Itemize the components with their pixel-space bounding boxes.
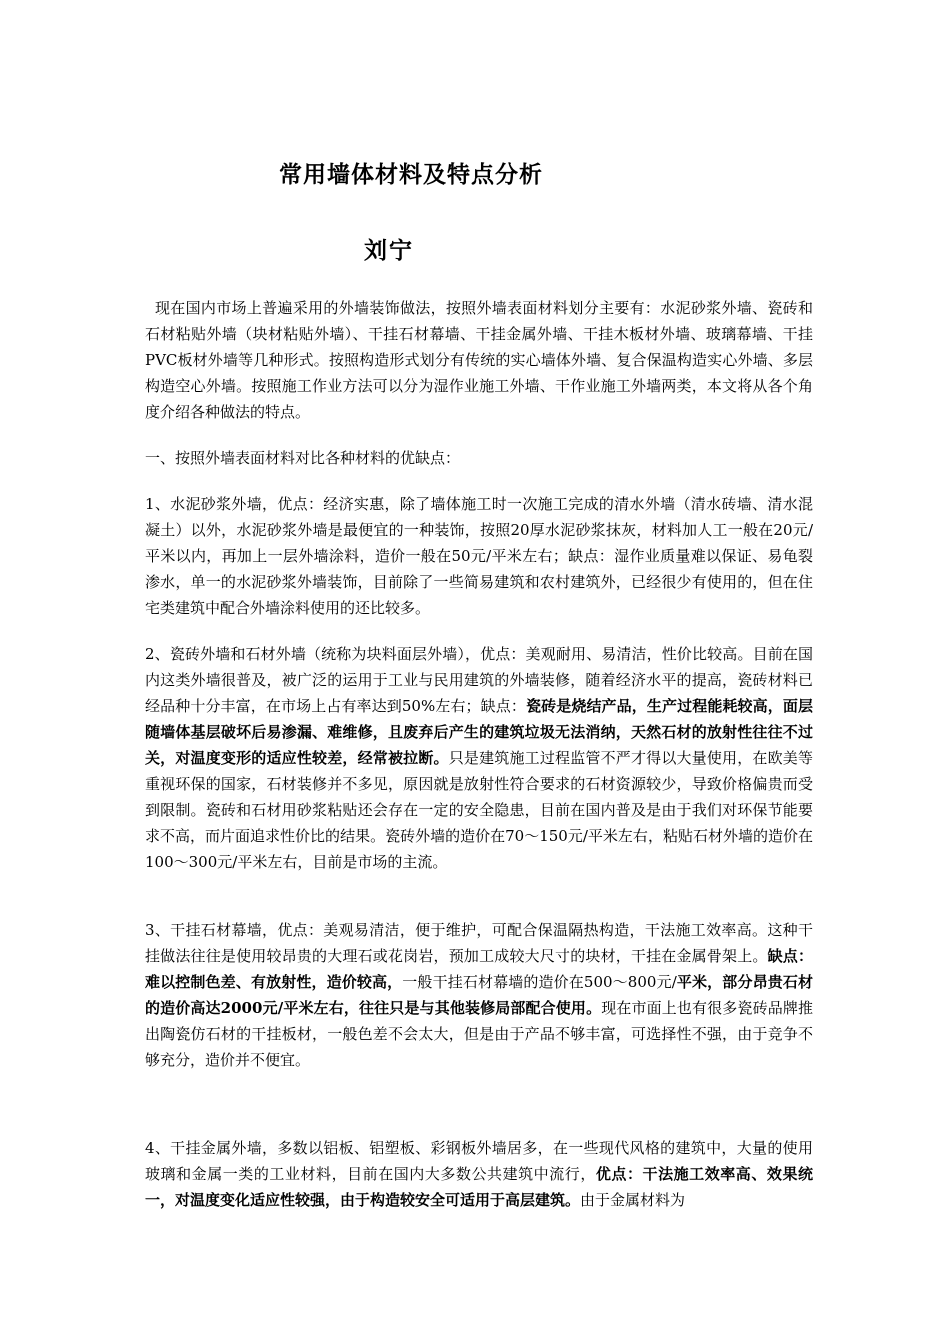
- paragraph-text: 一般干挂石材幕墙的造价在500～800元/: [402, 973, 677, 991]
- paragraph-text: 只是建筑施工过程监管不严才得以大量使用，在欧美等重视环保的国家，石材装修并不多见，原因就是放射性符合要求的石材资源较少，导致价格偏贵而受到限制。瓷砖和石材用砂浆粘贴还会存在一定的安全隐患，目前在国内普及是由于我们对环保节能要求不高，而片面追求性价比的结果。瓷砖外墙的造价在70～150元/平米左右，粘贴石材外墙的造价在100～300元/平米左右，目前是市场的主流。: [145, 749, 813, 871]
- author-name: 刘宁: [364, 238, 414, 264]
- document-title: 常用墙体材料及特点分析: [279, 162, 543, 188]
- paragraph-tile-stone: [145, 641, 813, 875]
- paragraph-text: 现在市面上也有很多瓷砖品牌推出陶瓷仿石材的干挂板材，一般色差不会太大，但是由于产品不够丰富，可选择性不强，由于竞争不够充分，造价并不便宜。: [145, 999, 813, 1069]
- paragraph-text: 由于金属材料为: [580, 1191, 686, 1209]
- paragraph-cement-mortar: 1、水泥砂浆外墙，优点：经济实惠，除了墙体施工时一次施工完成的清水外墙（清水砖墙、清水混凝土）以外，水泥砂浆外墙是最便宜的一种装饰，按照20厚水泥砂浆抹灰，材料加人工一般在20元/平米以内，再加上一层外墙涂料，造价一般在50元/平米左右；缺点：湿作业质量难以保证、易龟裂渗水，单一的水泥砂浆外墙装饰，目前除了一些简易建筑和农村建筑外，已经很少有使用的，但在住宅类建筑中配合外墙涂料使用的还比较多。: [145, 495, 813, 617]
- paragraph-text: 4、干挂金属外墙，多数以铝板、铝塑板、彩钢板外墙居多，在一些现代风格的建筑中，大量的使用玻璃和金属一类的工业材料，目前在国内大多数公共建筑中流行，: [145, 1139, 813, 1183]
- bold-text: 优点：干法施工效率高、效果统一，对温度变化适应性较强，由于构造较安全可适用于高层建筑。: [145, 1165, 813, 1209]
- paragraph-text: 2、瓷砖外墙和石材外墙（统称为块料面层外墙），优点：美观耐用、易清洁，性价比较高。目前在国内这类外墙很普及，被广泛的运用于工业与民用建筑的外墙装修，随着经济水平的提高，瓷砖材料已经品种十分丰富，在市场上占有率达到50%左右；缺点：: [145, 645, 813, 715]
- bold-text: 平米，部分昂贵石材的造价高达2000元/平米左右，往往只是与其他装修局部配合使用。: [145, 973, 813, 1017]
- intro-paragraph: 现在国内市场上普遍采用的外墙装饰做法，按照外墙表面材料划分主要有：水泥砂浆外墙、瓷砖和石材粘贴外墙（块材粘贴外墙）、干挂石材幕墙、干挂金属外墙、干挂木板材外墙、玻璃幕墙、干挂PVC板材外墙等几种形式。按照构造形式划分有传统的实心墙体外墙、复合保温构造实心外墙、多层构造空心外墙。按照施工作业方法可以分为湿作业施工外墙、干作业施工外墙两类，本文将从各个角度介绍各种做法的特点。: [145, 299, 813, 421]
- paragraph-dry-hang-stone: [145, 917, 813, 1073]
- paragraph-text: 3、干挂石材幕墙，优点：美观易清洁，便于维护，可配合保温隔热构造，干法施工效率高。这种干挂做法往往是使用较昂贵的大理石或花岗岩，预加工成较大尺寸的块材，干挂在金属骨架上。: [145, 921, 813, 965]
- bold-text: 瓷砖是烧结产品，生产过程能耗较高，面层随墙体基层破坏后易渗漏、难维修，且废弃后产生的建筑垃圾无法消纳，天然石材的放射性往往不过关，对温度变形的适应性较差，经常被拉断。: [145, 697, 813, 767]
- paragraph-dry-hang-metal: [145, 1135, 813, 1213]
- section-heading: 一、按照外墙表面材料对比各种材料的优缺点：: [145, 449, 461, 467]
- bold-text: 缺点：难以控制色差、有放射性，造价较高，: [145, 947, 813, 991]
